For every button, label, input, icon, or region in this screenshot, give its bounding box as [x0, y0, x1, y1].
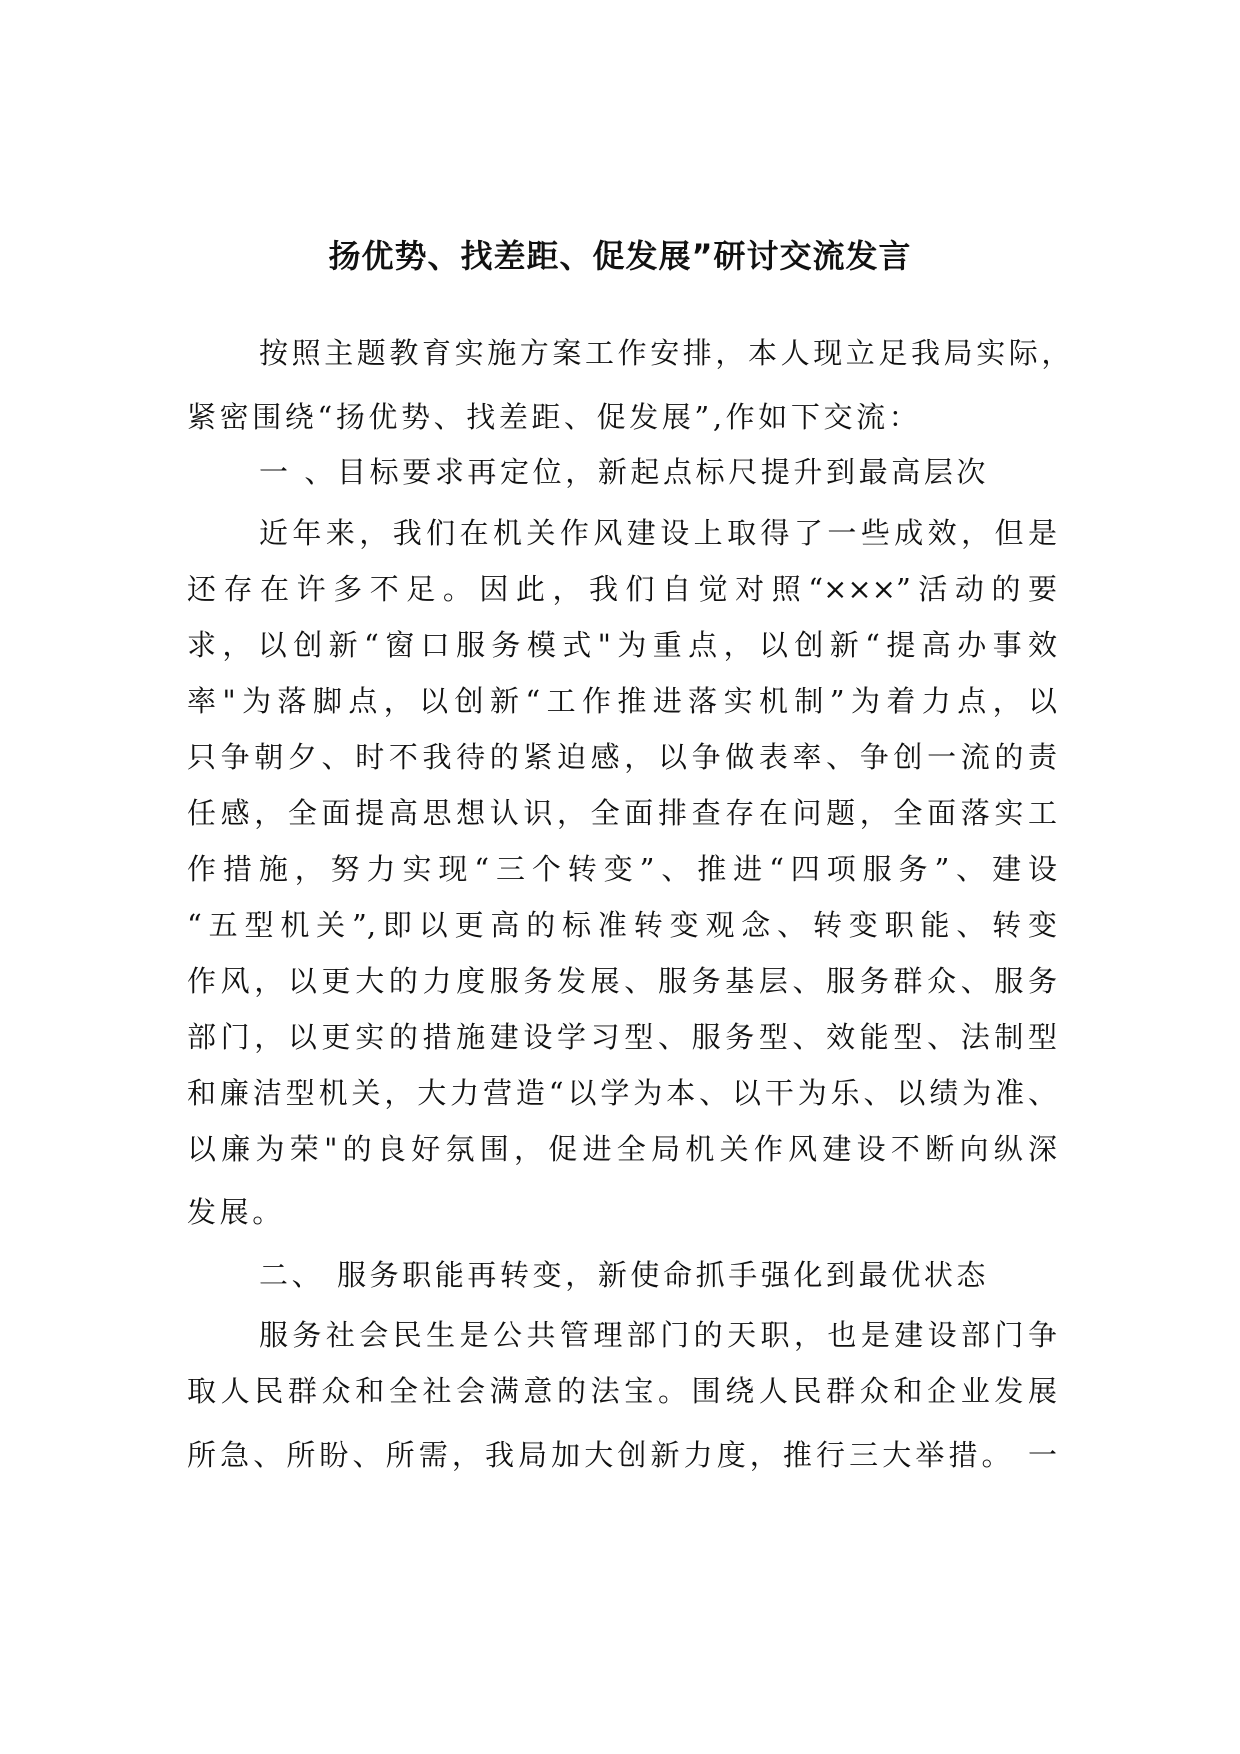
paragraph-line: 率"为落脚点，以创新“工作推进落实机制”为着力点，以: [187, 684, 1057, 718]
paragraph-line: 和廉洁型机关，大力营造“以学为本、以干为乐、以绩为准、: [187, 1076, 1057, 1110]
paragraph-line: “五型机关”,即以更高的标准转变观念、转变职能、转变: [187, 908, 1057, 942]
paragraph-line: 还存在许多不足。因此，我们自觉对照“×××”活动的要: [187, 572, 1057, 606]
paragraph-line: 任感，全面提高思想认识，全面排查存在问题，全面落实工: [187, 796, 1057, 830]
paragraph-line: 所急、所盼、所需，我局加大创新力度，推行三大举措。 一: [187, 1438, 1057, 1472]
paragraph-line: 紧密围绕“扬优势、找差距、促发展”,作如下交流：: [187, 400, 922, 434]
paragraph-line: 作风，以更大的力度服务发展、服务基层、服务群众、服务: [187, 964, 1057, 998]
paragraph-line: 发展。: [187, 1195, 285, 1229]
paragraph-line: 服务社会民生是公共管理部门的天职，也是建设部门争: [259, 1318, 1057, 1352]
paragraph-line: 只争朝夕、时不我待的紧迫感，以争做表率、争创一流的责: [187, 740, 1057, 774]
document-title: 扬优势、找差距、促发展”研讨交流发言: [328, 237, 912, 275]
paragraph-line: 以廉为荣"的良好氛围，促进全局机关作风建设不断向纵深: [187, 1132, 1057, 1166]
paragraph-line: 近年来，我们在机关作风建设上取得了一些成效，但是: [259, 516, 1057, 550]
paragraph-line: 部门，以更实的措施建设学习型、服务型、效能型、法制型: [187, 1020, 1057, 1054]
section-heading-2: 二、 服务职能再转变，新使命抓手强化到最优状态: [259, 1258, 990, 1292]
paragraph-line: 作措施，努力实现“三个转变”、推进“四项服务”、建设: [187, 852, 1057, 886]
paragraph-line: 按照主题教育实施方案工作安排，本人现立足我局实际，: [259, 336, 1075, 370]
section-heading-1: 一 、目标要求再定位，新起点标尺提升到最高层次: [259, 455, 990, 489]
paragraph-line: 取人民群众和全社会满意的法宝。围绕人民群众和企业发展: [187, 1374, 1057, 1408]
paragraph-line: 求，以创新“窗口服务模式"为重点，以创新“提高办事效: [187, 628, 1057, 662]
